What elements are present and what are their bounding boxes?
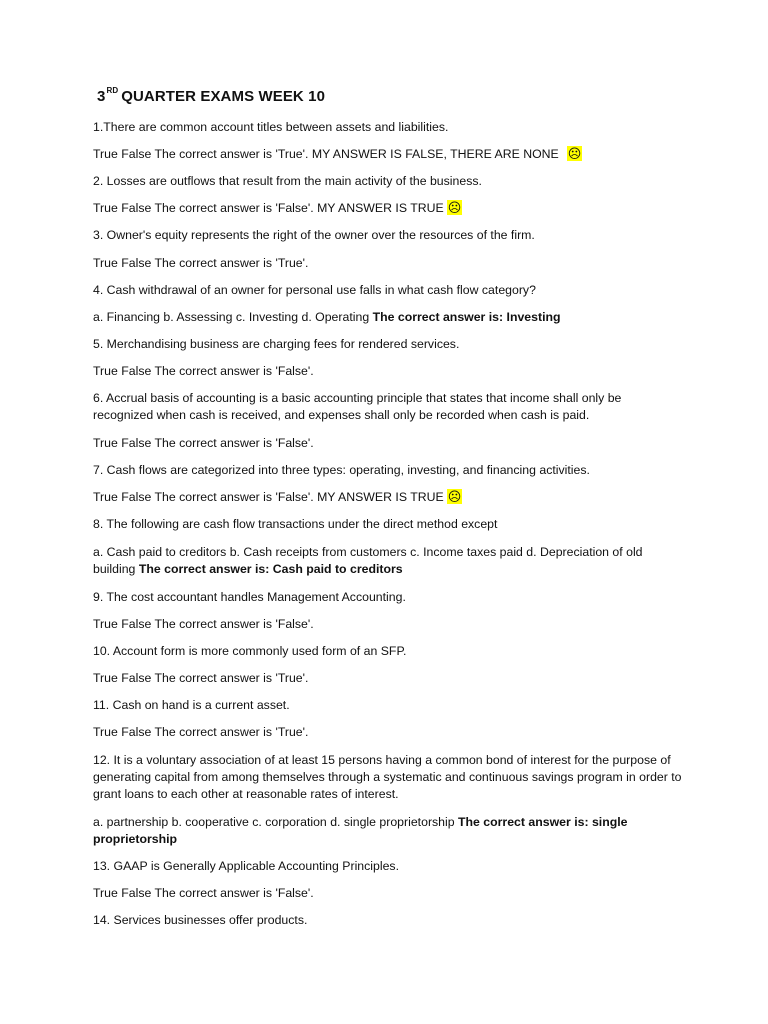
answer-5: True False The correct answer is 'False'. <box>93 364 314 378</box>
question-14: 14. Services businesses offer products. <box>93 913 308 927</box>
answer-2: True False The correct answer is 'False'. MY ANSWER IS TRUE ☹ <box>93 200 462 215</box>
question-4: 4. Cash withdrawal of an owner for personal use falls in what cash flow category? <box>93 283 536 297</box>
frown-emoji-icon: ☹ <box>567 146 582 161</box>
correct-answer-12: The correct answer is: single proprietorship <box>93 815 628 846</box>
question-8: 8. The following are cash flow transactions under the direct method except <box>93 517 498 531</box>
answer-10: True False The correct answer is 'True'. <box>93 671 309 685</box>
answer-1: True False The correct answer is 'True'. MY ANSWER IS FALSE, THERE ARE NONE ☹ <box>93 146 582 161</box>
title-number: 3 <box>97 88 106 105</box>
correct-answer-8: The correct answer is: Cash paid to creditors <box>138 562 403 576</box>
answer-6: True False The correct answer is 'False'. <box>93 436 314 450</box>
answer-9: True False The correct answer is 'False'. <box>93 617 314 631</box>
question-1: 1.There are common account titles between assets and liabilities. <box>93 120 449 134</box>
question-10: 10. Account form is more commonly used form of an SFP. <box>93 644 407 658</box>
title-text: QUARTER EXAMS WEEK 10 <box>121 88 326 105</box>
page-title <box>97 88 325 105</box>
correct-answer-4: The correct answer is: Investing <box>372 310 561 324</box>
frown-emoji-icon: ☹ <box>447 489 462 504</box>
question-7: 7. Cash flows are categorized into three types: operating, investing, and financing activities. <box>93 463 590 477</box>
question-9: 9. The cost accountant handles Management Accounting. <box>93 590 406 604</box>
answer-11: True False The correct answer is 'True'. <box>93 725 309 739</box>
question-5: 5. Merchandising business are charging fees for rendered services. <box>93 337 460 351</box>
title-superscript: RD <box>106 86 119 95</box>
frown-emoji-icon: ☹ <box>447 200 462 215</box>
choices-12: a. partnership b. cooperative c. corporation d. single proprietorship The correct answer is: single proprietorship <box>93 815 628 846</box>
question-11: 11. Cash on hand is a current asset. <box>93 698 290 712</box>
answer-13: True False The correct answer is 'False'. <box>93 886 314 900</box>
question-13: 13. GAAP is Generally Applicable Accounting Principles. <box>93 859 399 873</box>
choices-4: a. Financing b. Assessing c. Investing d. Operating The correct answer is: Investing <box>93 310 561 324</box>
answer-3: True False The correct answer is 'True'. <box>93 256 309 270</box>
choices-8: a. Cash paid to creditors b. Cash receipts from customers c. Income taxes paid d. Depreciation of old building The correct answer is: Cash paid to creditors <box>93 545 643 576</box>
question-12: 12. It is a voluntary association of at least 15 persons having a common bond of interest for the purpose of generating capital from among themselves through a systematic and continuous savings program in order to grant loans to each other at reasonable rates of interest. <box>93 753 682 801</box>
answer-7: True False The correct answer is 'False'. MY ANSWER IS TRUE ☹ <box>93 489 462 504</box>
question-2: 2. Losses are outflows that result from the main activity of the business. <box>93 174 482 188</box>
question-6: 6. Accrual basis of accounting is a basic accounting principle that states that income shall only be recognized when cash is received, and expenses shall only be recorded when cash is paid. <box>93 391 622 422</box>
question-3: 3. Owner's equity represents the right of the owner over the resources of the firm. <box>93 228 535 242</box>
